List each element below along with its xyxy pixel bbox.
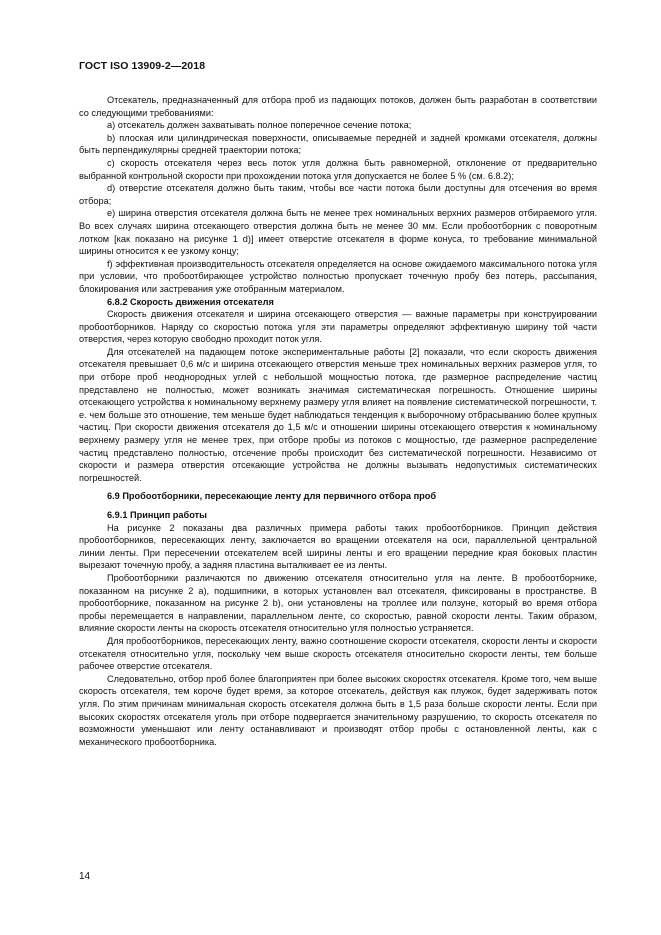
- document-body: [79, 94, 597, 748]
- paragraph-6-9-1-1: На рисунке 2 показаны два различных примера работы таких пробоотборников. Принцип действия пробоотборников, пересекающих ленту, заключается во вращении отсекателя на оси, параллельной центральной линии ленты. При пересечении отсекателем всей ширины ленты и его вращении передние края боковых пластин вырезают точечную пробу, а задняя пластина выталкивает ее из ленты.: [79, 522, 597, 571]
- list-item-f: f) эффективная производительность отсекателя определяется на основе ожидаемого максимального потока угля при условии, что пробоотбирающее устройство полностью пропускает точечную пробу без потерь, рассыпания, блокирования или застревания уже отобранным материалом.: [79, 258, 597, 294]
- section-heading-6-9: 6.9 Пробоотборники, пересекающие ленту для первичного отбора проб: [107, 491, 437, 502]
- paragraph-6-8-2-1: Скорость движения отсекателя и ширина отсекающего отверстия — важные параметры при конструировании пробоотборников. Наряду со скоростью потока угля эти параметры определяют эффективную ширину той части отверстия, через которую свободно проходит поток угля.: [79, 309, 597, 345]
- paragraph-6-9-1-3: Для пробоотборников, пересекающих ленту, важно соотношение скорости отсекателя, скорости ленты и скорости отсекателя относительно угля, поскольку чем выше скорость отсекателя относительно скорости ленты, тем больше рабочее отверстие отсекателя.: [79, 635, 597, 672]
- page-number: 14: [79, 871, 91, 882]
- paragraph-6-8-2-2: Для отсекателей на падающем потоке экспериментальные работы [2] показали, что если скорость движения отсекателя превышает 0,6 м/с и ширина отсекающего отверстия меньше трех номинальных верхних размеров угля, то при отборе проб неоднородных углей с небольшой мощностью потока, где размерное распределение частиц представлено не полностью, может возникать значимая систематическая погрешность. Отношение ширины отсекающего устройства к номинальному верхнему размеру угля влияет на появление систематической погрешности, т. е. чем больше это отношение, тем меньше будет наблюдаться тенденция к выборочному отбрасыванию более крупных частиц. При скорости движения отсекателя до 1,5 м/с и отношении ширины отсекающего отверстия к номинальному верхнему размеру угля не менее трех, при отборе пробы из потоков с мощностью, где размерное распределение частиц представлено полностью, отсечение пробы происходит без систематической погрешности. Независимо от скорости и размера отверстия отсекающие устройства не должны вызывать недопустимых систематических погрешностей.: [79, 346, 597, 483]
- list-item-d: d) отверстие отсекателя должно быть таким, чтобы все части потока были доступны для отсечения во время отбора;: [79, 183, 597, 206]
- list-item-c: c) скорость отсекателя через весь поток угля должна быть равномерной, отклонение от предварительно выбранной контрольной скорости при прохождении потока угля допускается не более 5 % (см. 6.8.2);: [79, 157, 597, 181]
- paragraph-6-9-1-4: Следовательно, отбор проб более благоприятен при более высоких скоростях отсекателя. Кроме того, чем выше скорость отсекателя, тем короче будет время, за которое отсекатель, действуя как плужок, будет задерживать поток угля. По этим причинам минимальная скорость отсекателя должна быть в 1,5 раза больше скорости ленты. Если при высоких скоростях отсекателя уголь при отборе подвергается значительному разрушению, то скорость отсекателя по возможности уменьшают или ленту останавливают и производят отбор пробы с остановленной ленты, как с механического пробоотборника.: [79, 673, 597, 747]
- list-item-b: b) плоская или цилиндрическая поверхности, описываемые передней и задней кромками отсекателя, должны быть перпендикулярны средней траектории потока;: [79, 132, 597, 156]
- section-heading-6-9-1: 6.9.1 Принцип работы: [107, 510, 207, 520]
- list-item-a: a) отсекатель должен захватывать полное поперечное сечение потока;: [107, 120, 412, 131]
- document-id-header: ГОСТ ISO 13909-2—2018: [79, 60, 206, 72]
- paragraph-6-9-1-2: Пробоотборники различаются по движению отсекателя относительно угля на ленте. В пробоотборнике, показанном на рисунке 2 a), подшипники, в которых установлен вал отсекателя, фиксированы в пространстве. В пробоотборнике, показанном на рисунке 2 b), они установлены на троллее или ползуне, который во время отбора пробы перемещается в направлении, параллельном ленте, со скоростью, равной скорости ленты. Таким образом, влияние скорости ленты на скорость отсекателя относительно угля полностью устраняется.: [79, 572, 597, 634]
- intro-paragraph: Отсекатель, предназначенный для отбора проб из падающих потоков, должен быть разработан в соответствии со следующими требованиями:: [79, 95, 597, 118]
- list-item-e: e) ширина отверстия отсекателя должна быть не менее трех номинальных верхних размеров отбираемого угля. Во всех случаях ширина отсекающего отверстия должна быть не менее 30 мм. Если пробоотборник с поворотным лотком [как показано на рисунке 1 d)] имеет отверстие отсекателя в форме конуса, то требование минимальной ширины относится к ее узкому концу;: [79, 208, 597, 257]
- section-heading-6-8-2: 6.8.2 Скорость движения отсекателя: [107, 296, 274, 307]
